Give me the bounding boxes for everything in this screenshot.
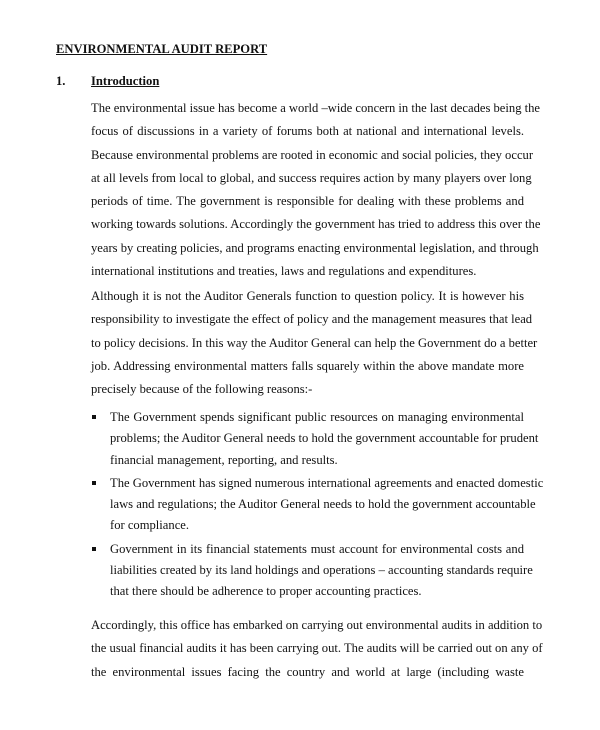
paragraph-line: precisely because of the following reasons:-: [91, 382, 313, 397]
bullet-line: laws and regulations; the Auditor General needs to hold the government accountable: [110, 497, 536, 512]
paragraph-line: at all levels from local to global, and success requires action by many players over long: [91, 170, 532, 185]
paragraph-line: Because environmental problems are rooted in economic and social policies, they occur: [91, 147, 534, 162]
bullet-line: Government in its financial statements must account for environmental costs and: [110, 541, 524, 556]
document-title: ENVIRONMENTAL AUDIT REPORT: [56, 42, 268, 56]
paragraph-line: focus of discussions in a variety of forums both at national and international levels.: [91, 124, 524, 139]
square-bullet-icon: [92, 481, 96, 485]
bullet-line: The Government has signed numerous international agreements and enacted domestic: [110, 475, 544, 490]
bullet-item: [91, 473, 544, 537]
bullet-line: that there should be adherence to proper accounting practices.: [110, 584, 422, 599]
paragraph-line: periods of time. The government is responsible for dealing with these problems and: [91, 194, 524, 209]
intro-paragraph-2: [91, 285, 538, 401]
square-bullet-icon: [92, 415, 96, 419]
section-number: 1.: [56, 74, 66, 88]
paragraph-line: to policy decisions. In this way the Auditor General can help the Government do a better: [91, 335, 538, 350]
bullet-line: liabilities created by its land holdings and operations – accounting standards require: [110, 563, 533, 578]
intro-paragraph-1: [91, 97, 541, 283]
section-heading: Introduction: [91, 74, 160, 88]
bullet-line: problems; the Auditor General needs to hold the government accountable for prudent: [110, 431, 539, 446]
paragraph-line: the environmental issues facing the country and world at large (including waste: [91, 664, 524, 679]
paragraph-line: international institutions and treaties, laws and regulations and expenditures.: [91, 264, 477, 279]
paragraph-line: working towards solutions. Accordingly the government has tried to address this over the: [91, 217, 541, 232]
bullet-line: for compliance.: [110, 518, 190, 533]
bullet-line: financial management, reporting, and results.: [110, 452, 338, 467]
bullet-line: The Government spends significant public resources on managing environmental: [110, 410, 524, 424]
paragraph-line: job. Addressing environmental matters falls squarely within the above mandate more: [91, 358, 524, 373]
paragraph-line: responsibility to investigate the effect of policy and the management measures that lead: [91, 312, 533, 327]
paragraph-line: Accordingly, this office has embarked on carrying out environmental audits in addition to: [91, 618, 543, 632]
closing-paragraph: [91, 614, 543, 684]
paragraph-line: years by creating policies, and programs enacting environmental legislation, and through: [91, 240, 539, 255]
reasons-bullet-list: [91, 407, 544, 605]
paragraph-line: the usual financial audits it has been carrying out. The audits will be carried out on any of: [91, 641, 543, 656]
paragraph-line: Although it is not the Auditor Generals function to question policy. It is however his: [91, 289, 524, 303]
bullet-item: [91, 539, 533, 603]
square-bullet-icon: [92, 547, 96, 551]
paragraph-line: The environmental issue has become a world –wide concern in the last decades being the: [91, 101, 541, 115]
bullet-item: [91, 407, 539, 471]
